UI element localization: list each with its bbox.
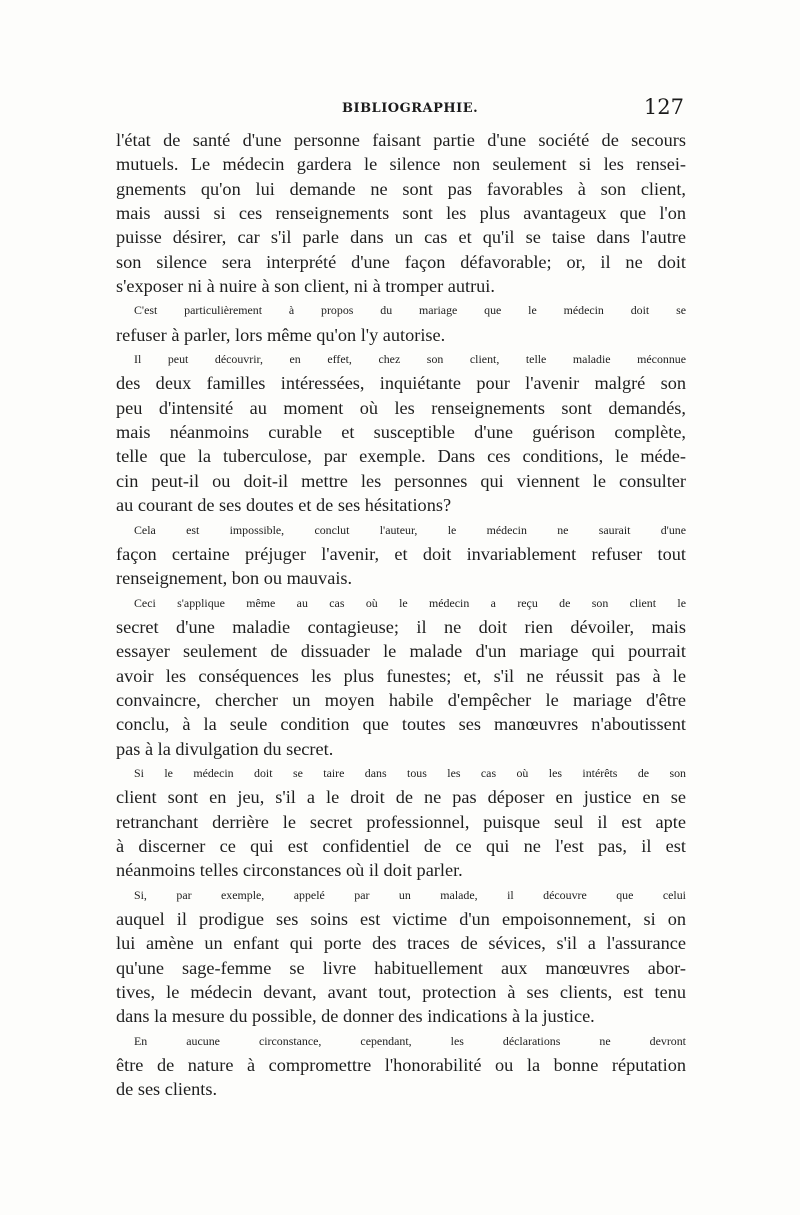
text-line: conclu, à la seule condition que toutes ses manœuvres n'aboutissent: [116, 714, 686, 735]
text-line: Si le médecin doit se taire dans tous les cas où les intérêts de son: [134, 765, 686, 780]
text-line: néanmoins telles circonstances où il doit parler.: [116, 860, 463, 881]
text-line: Cela est impossible, conclut l'auteur, le médecin ne saurait d'une: [134, 522, 686, 537]
text-line: cin peut-il ou doit-il mettre les personnes qui viennent le consulter: [116, 470, 686, 491]
text-line: mais néanmoins curable et susceptible d'une guérison complète,: [116, 422, 686, 443]
body-text: [116, 128, 686, 1102]
text-line: être de nature à compromettre l'honorabilité ou la bonne réputation: [116, 1055, 686, 1076]
text-line: C'est particulièrement à propos du mariage que le médecin doit se: [134, 303, 686, 318]
text-line: convaincre, chercher un moyen habile d'empêcher le mariage d'être: [116, 689, 686, 710]
text-line: de ses clients.: [116, 1079, 218, 1100]
text-line: avoir les conséquences les plus funestes; et, s'il ne réussit pas à le: [116, 665, 686, 686]
text-line: En aucune circonstance, cependant, les déclarations ne devront: [134, 1033, 686, 1048]
text-line: retranchant derrière le secret professionnel, puisque seul il est apte: [116, 811, 686, 832]
text-line: auquel il prodigue ses soins est victime d'un empoisonnement, si on: [116, 909, 686, 929]
text-line: essayer seulement de dissuader le malade d'un mariage qui pourrait: [116, 641, 686, 662]
text-line: dans la mesure du possible, de donner des indications à la justice.: [116, 1006, 595, 1027]
page-header: [116, 95, 686, 125]
text-line: qu'une sage-femme se livre habituellement aux manœuvres abor-: [116, 957, 686, 978]
text-line: Ceci s'applique même au cas où le médecin a reçu de son client le: [134, 595, 686, 610]
running-title: BIBLIOGRAPHIE.: [342, 101, 479, 116]
text-line: lui amène un enfant qui porte des traces de sévices, s'il a l'assurance: [116, 933, 686, 954]
text-line: puisse désirer, car s'il parle dans un cas et qu'il se taise dans l'autre: [116, 227, 686, 248]
text-line: secret d'une maladie contagieuse; il ne doit rien dévoiler, mais: [116, 616, 686, 637]
text-line: tives, le médecin devant, avant tout, protection à ses clients, est tenu: [116, 982, 686, 1003]
text-line: à discerner ce qui est confidentiel de ce qui ne l'est pas, il est: [116, 835, 686, 856]
text-line: mais aussi si ces renseignements sont les plus avantageux que l'on: [116, 203, 686, 224]
text-line: mutuels. Le médecin gardera le silence non seulement si les rensei-: [116, 154, 686, 175]
page-number: 127: [643, 95, 684, 119]
text-line: renseignement, bon ou mauvais.: [116, 568, 353, 589]
text-line: client sont en jeu, s'il a le droit de ne pas déposer en justice en se: [116, 787, 686, 808]
text-line: peu d'intensité au moment où les renseignements sont demandés,: [116, 397, 686, 418]
text-line: l'état de santé d'une personne faisant partie d'une société de secours: [116, 130, 686, 150]
text-line: Il peut découvrir, en effet, chez son client, telle maladie méconnue: [134, 352, 686, 367]
text-line: telle que la tuberculose, par exemple. Dans ces conditions, le méde-: [116, 446, 686, 467]
text-line: au courant de ses doutes et de ses hésitations?: [116, 495, 452, 516]
text-line: son silence sera interprété d'une façon défavorable; or, il ne doit: [116, 251, 686, 272]
text-line: Si, par exemple, appelé par un malade, il découvre que celui: [134, 887, 686, 902]
text-line: s'exposer ni à nuire à son client, ni à tromper autrui.: [116, 276, 495, 297]
text-line: des deux familles intéressées, inquiétante pour l'avenir malgré son: [116, 373, 686, 394]
text-line: refuser à parler, lors même qu'on l'y autorise.: [116, 324, 446, 345]
text-line: gnements qu'on lui demande ne sont pas favorables à son client,: [116, 178, 686, 199]
text-line: pas à la divulgation du secret.: [116, 738, 334, 759]
text-line: façon certaine préjuger l'avenir, et doit invariablement refuser tout: [116, 543, 686, 564]
